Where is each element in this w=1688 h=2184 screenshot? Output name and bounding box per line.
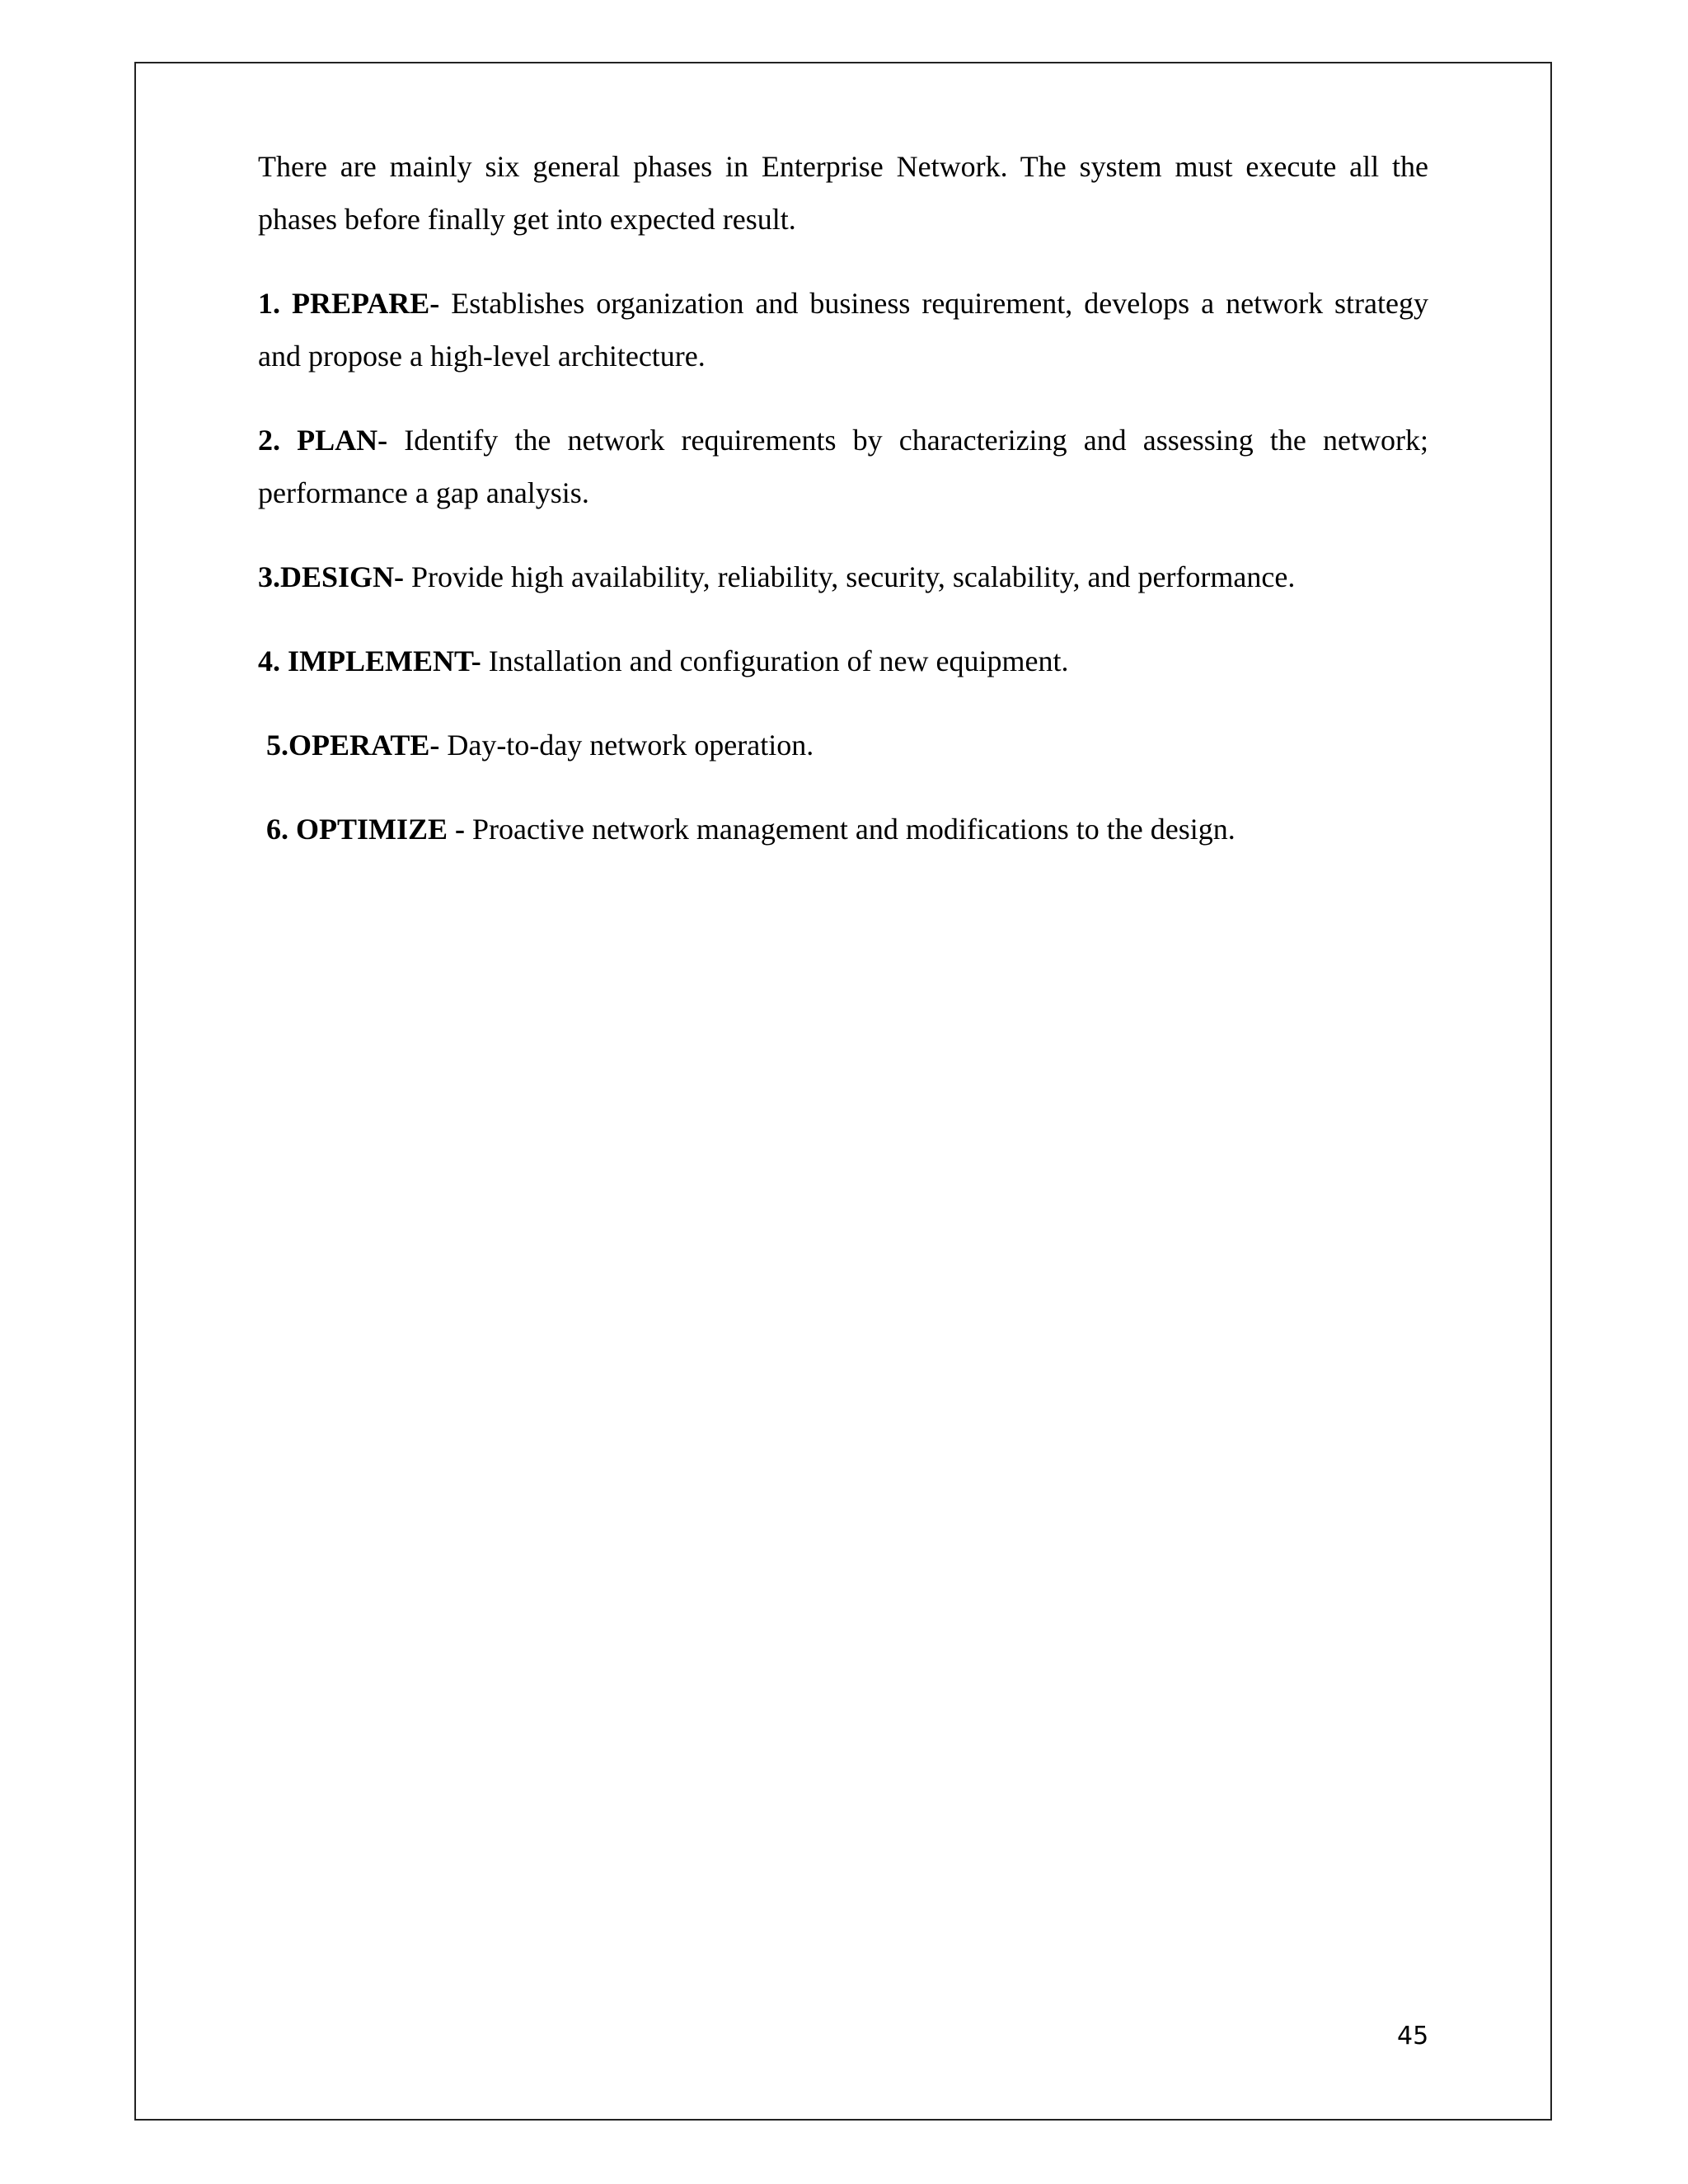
phase-label: 1. PREPARE- — [258, 287, 440, 320]
phase-description: Proactive network management and modifications to the design. — [465, 813, 1236, 846]
intro-paragraph: There are mainly six general phases in Enterprise Network. The system must execute all the phases before finally get into expected result. — [258, 150, 1428, 236]
document-body — [258, 140, 1428, 887]
phase-label: 5.OPERATE- — [266, 729, 440, 762]
phase-label: 2. PLAN- — [258, 424, 388, 457]
phase-description: Provide high availability, reliability, security, scalability, and performance. — [404, 560, 1296, 593]
phase-label: 6. OPTIMIZE - — [266, 813, 466, 846]
phase-description: Identify the network requirements by characterizing and assessing the network; performance a gap analysis. — [258, 424, 1428, 509]
phase-label: 3.DESIGN- — [258, 560, 405, 593]
page-number: 45 — [1397, 2022, 1429, 2050]
phase-implement — [258, 635, 1428, 687]
phase-label: 4. IMPLEMENT- — [258, 644, 481, 677]
phase-description: Day-to-day network operation. — [439, 729, 814, 762]
phase-description: Establishes organization and business requirement, develops a network strategy and propose a high-level architecture. — [258, 287, 1428, 373]
phase-optimize — [258, 803, 1428, 855]
phase-operate — [258, 719, 1428, 771]
phase-design — [258, 551, 1428, 603]
phase-description: Installation and configuration of new equipment. — [481, 644, 1069, 677]
phase-prepare — [258, 277, 1428, 382]
phase-plan — [258, 414, 1428, 519]
